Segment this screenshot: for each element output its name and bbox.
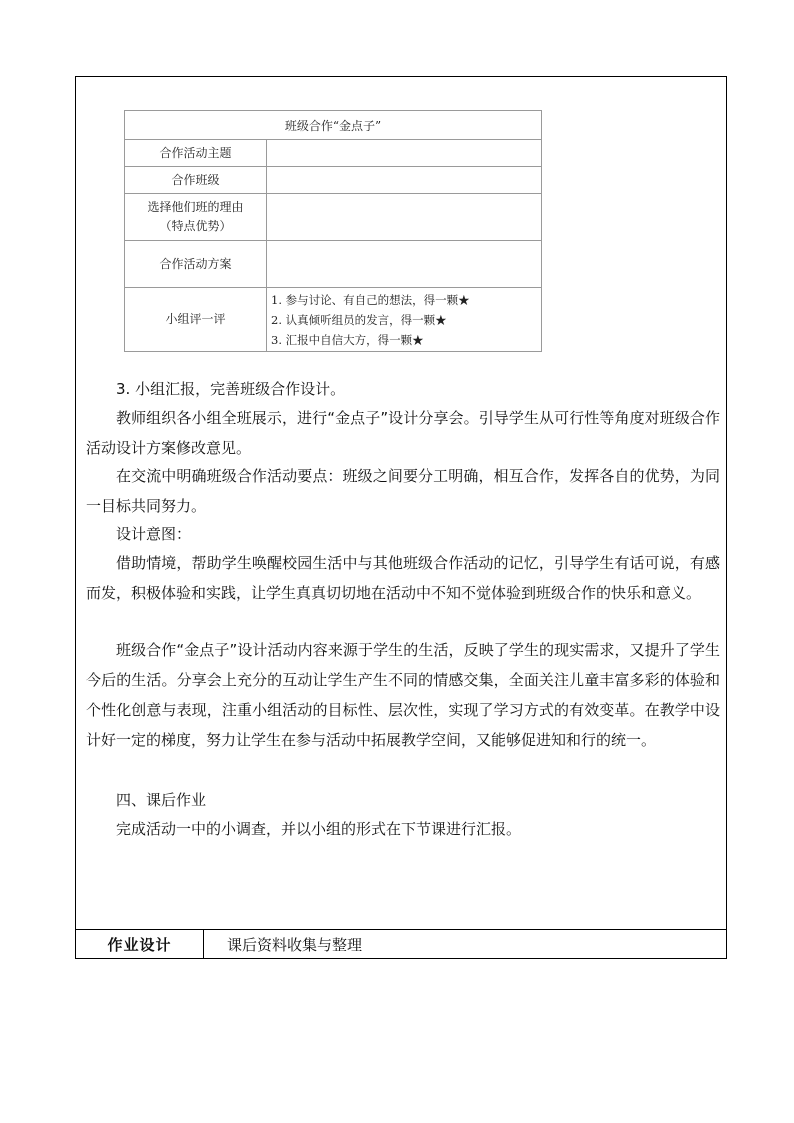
row-value-reason: [267, 194, 542, 241]
row-value-theme: [267, 140, 542, 167]
section-heading-homework: 四、课后作业: [116, 791, 207, 809]
paragraph-design-intent-2: 班级合作“金点子”设计活动内容来源于学生的生活，反映了学生的现实需求，又提升了学生今后的生活。分享会上充分的互动让学生产生不同的情感交集，全面关注儿童丰富多彩的体验和个性化创意与表现，注重小组活动的目标性、层次性，实现了学习方式的有效变革。在教学中设计好一定的梯度，努力让学生在参与活动中拓展教学空间，又能够促进知和行的统一。: [86, 641, 720, 749]
row-value-plan: [267, 241, 542, 288]
paragraph-step3: 3. 小组汇报，完善班级合作设计。: [116, 380, 346, 398]
row-label-class: 合作班级: [125, 167, 267, 194]
row-label-plan: 合作活动方案: [125, 241, 267, 288]
paragraph-design-intent-heading: 设计意图：: [116, 525, 192, 543]
row-label-theme: 合作活动主题: [125, 140, 267, 167]
table-row: [125, 288, 542, 352]
criteria-item: 3. 汇报中自信大方，得一颗★: [271, 332, 424, 347]
evaluation-criteria: [267, 288, 542, 352]
row-label-reason: [125, 194, 267, 241]
criteria-item: 2. 认真倾听组员的发言，得一颗★: [271, 312, 447, 327]
paragraph-key-points: 在交流中明确班级合作活动要点：班级之间要分工明确，相互合作，发挥各自的优势，为同一目标共同努力。: [86, 467, 720, 515]
paragraph-homework: 完成活动一中的小调查，并以小组的形式在下节课进行汇报。: [116, 820, 522, 838]
table-row: [125, 241, 542, 288]
reason-label-line2: （特点优势）: [159, 219, 232, 233]
reason-label-line1: 选择他们班的理由: [147, 200, 244, 214]
criteria-item: 1. 参与讨论、有自己的想法，得一颗★: [271, 292, 470, 307]
table-title: 班级合作“金点子”: [125, 111, 542, 140]
class-cooperation-table: [124, 110, 542, 352]
row-value-class: [267, 167, 542, 194]
table-row: [125, 194, 542, 241]
table-row: [125, 140, 542, 167]
table-row: [125, 167, 542, 194]
homework-design-label: 作业设计: [76, 930, 204, 959]
row-label-evaluation: 小组评一评: [125, 288, 267, 352]
homework-design-value: 课后资料收集与整理: [227, 936, 363, 954]
paragraph-teacher: 教师组织各小组全班展示，进行“金点子”设计分享会。引导学生从可行性等角度对班级合作活动设计方案修改意见。: [86, 409, 720, 457]
paragraph-design-intent-1: 借助情境，帮助学生唤醒校园生活中与其他班级合作活动的记忆，引导学生有话可说，有感而发，积极体验和实践，让学生真真切切地在活动中不知不觉体验到班级合作的快乐和意义。: [86, 554, 720, 602]
